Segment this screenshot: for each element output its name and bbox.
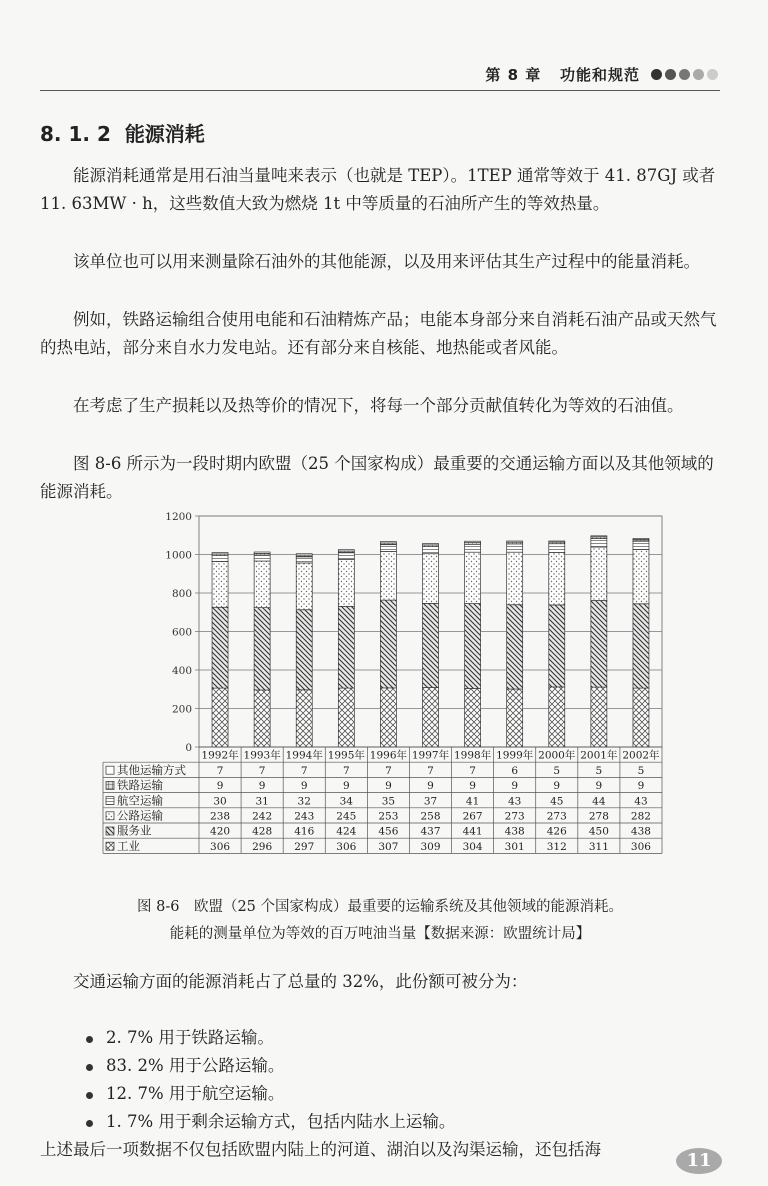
- data-label: 245: [336, 810, 357, 823]
- data-label: 31: [255, 795, 269, 808]
- bar-segment: [549, 605, 565, 687]
- bar-segment: [254, 552, 270, 553]
- data-label: 37: [423, 795, 438, 808]
- legend-label: 其他运输方式: [117, 762, 186, 777]
- data-label: 426: [546, 825, 567, 838]
- header-dot: [665, 69, 676, 80]
- bar-segment: [380, 551, 396, 600]
- header-dot: [693, 69, 704, 80]
- data-label: 312: [546, 840, 567, 853]
- data-label: 311: [588, 840, 609, 853]
- legend-label: 工业: [117, 838, 140, 853]
- data-label: 428: [252, 825, 273, 838]
- bar-segment: [591, 547, 607, 601]
- bar-segment: [465, 552, 481, 603]
- bar-segment: [507, 541, 523, 542]
- header-dot: [707, 69, 718, 80]
- data-label: 34: [339, 795, 354, 808]
- bar-segment: [633, 688, 649, 747]
- y-tick-label: 1200: [165, 511, 192, 523]
- legend-swatch: [106, 797, 114, 805]
- bar-segment: [507, 552, 523, 605]
- data-label: 301: [504, 840, 525, 853]
- data-label: 9: [427, 780, 434, 793]
- data-label: 282: [630, 810, 651, 823]
- data-label: 437: [420, 825, 441, 838]
- bar-segment: [591, 687, 607, 747]
- data-label: 253: [378, 810, 399, 823]
- bullet-item: 12. 7% 用于航空运输。: [86, 1080, 455, 1108]
- data-label: 43: [634, 795, 648, 808]
- legend-swatch: [106, 842, 114, 850]
- data-label: 267: [462, 810, 483, 823]
- data-label: 9: [216, 780, 224, 793]
- y-tick-label: 200: [171, 703, 192, 716]
- bar-segment: [254, 690, 270, 747]
- data-label: 45: [550, 795, 564, 808]
- data-label: 304: [462, 840, 483, 853]
- section-number: 8. 1. 2: [40, 122, 111, 146]
- x-category-label: 1993年: [243, 749, 281, 762]
- x-category-label: 1996年: [369, 749, 408, 762]
- bullet-item: 2. 7% 用于铁路运输。: [86, 1024, 455, 1052]
- legend-swatch: [106, 766, 114, 774]
- data-label: 438: [630, 825, 651, 838]
- data-label: 7: [385, 764, 392, 777]
- bar-segment: [338, 606, 354, 688]
- bar-segment: [296, 557, 312, 563]
- header-chapter: 第 8 章: [485, 66, 542, 84]
- bar-segment: [338, 550, 354, 551]
- bar-segment: [296, 554, 312, 555]
- legend-label: 公路运输: [117, 808, 163, 823]
- bar-segment: [423, 544, 439, 545]
- legend-swatch: [106, 781, 114, 789]
- bar-segment: [507, 544, 523, 552]
- data-label: 450: [588, 825, 609, 838]
- y-tick-label: 1000: [165, 549, 192, 562]
- header-dots: [651, 69, 718, 80]
- data-label: 5: [637, 764, 645, 777]
- data-label: 9: [595, 780, 603, 793]
- bar-segment: [380, 542, 396, 543]
- data-label: 43: [507, 795, 522, 808]
- bar-segment: [423, 547, 439, 554]
- paragraph: 该单位也可以用来测量除石油外的其他能源，以及用来评估其生产过程中的能量消耗。: [73, 252, 700, 271]
- data-label: 258: [420, 810, 441, 823]
- data-label: 441: [462, 825, 483, 838]
- bar-segment: [591, 539, 607, 547]
- x-category-label: 1997年: [411, 749, 450, 762]
- data-label: 9: [300, 780, 308, 793]
- bar-segment: [380, 600, 396, 688]
- bar-segment: [212, 688, 228, 747]
- bar-segment: [296, 690, 312, 747]
- x-category-label: 2000年: [538, 749, 576, 762]
- section-heading: [40, 118, 205, 147]
- bar-segment: [465, 544, 481, 552]
- x-category-label: 2002年: [622, 749, 660, 762]
- data-label: 309: [420, 840, 441, 853]
- data-label: 9: [511, 780, 519, 793]
- bar-segment: [633, 539, 649, 540]
- bar-segment: [549, 544, 565, 553]
- bar-segment: [633, 604, 649, 688]
- bar-segment: [549, 541, 565, 542]
- page-number: 11: [676, 1148, 722, 1174]
- legend-label: 铁路运输: [117, 778, 163, 793]
- energy-consumption-chart: [0, 500, 768, 885]
- x-category-label: 1998年: [453, 749, 492, 762]
- y-tick-label: 400: [171, 665, 192, 677]
- legend-label: 服务业: [117, 823, 152, 838]
- x-category-label: 1999年: [496, 749, 534, 762]
- data-label: 424: [336, 825, 357, 838]
- data-label: 9: [553, 780, 561, 793]
- paragraph-last-line: 上述最后一项数据不仅包括欧盟内陆上的河道、湖泊以及沟渠运输，还包括海: [40, 1140, 601, 1159]
- data-label: 5: [595, 764, 603, 777]
- data-label: 456: [378, 825, 399, 838]
- data-label: 238: [210, 810, 231, 823]
- bar-segment: [549, 687, 565, 747]
- bar-segment: [380, 545, 396, 552]
- header-dot: [651, 69, 662, 80]
- bar-segment: [212, 607, 228, 688]
- paragraph: 例如，铁路运输组合使用电能和石油精炼产品；电能本身部分来自消耗石油产品或天然气的热电站，部分来自水力发电站。还有部分来自核能、地热能或者风能。: [40, 310, 717, 357]
- header-title: 功能和规范: [559, 66, 640, 84]
- data-label: 7: [469, 764, 476, 777]
- legend-label: 航空运输: [117, 793, 163, 808]
- data-label: 306: [210, 840, 231, 853]
- data-label: 9: [342, 780, 350, 793]
- legend-swatch: [106, 812, 114, 820]
- bar-segment: [254, 608, 270, 690]
- data-label: 242: [252, 810, 273, 823]
- data-label: 7: [427, 764, 434, 777]
- bar-segment: [380, 688, 396, 747]
- data-label: 32: [297, 795, 311, 808]
- data-label: 7: [342, 764, 350, 777]
- bar-segment: [465, 541, 481, 542]
- bar-segment: [633, 549, 649, 603]
- data-label: 243: [294, 810, 315, 823]
- bar-segment: [549, 552, 565, 605]
- paragraph: 在考虑了生产损耗以及热等价的情况下，将每一个部分贡献值转化为等效的石油值。: [73, 396, 684, 415]
- data-label: 438: [504, 825, 525, 838]
- bar-segment: [212, 553, 228, 554]
- running-header: [40, 60, 720, 91]
- bar-segment: [338, 688, 354, 747]
- data-label: 307: [378, 840, 399, 853]
- bar-segment: [212, 556, 228, 562]
- paragraph: 图 8-6 所示为一段时期内欧盟（25 个国家构成）最重要的交通运输方面以及其他领域的能源消耗。: [40, 454, 714, 501]
- section-title: 能源消耗: [124, 122, 205, 146]
- data-label: 7: [300, 764, 308, 777]
- bar-segment: [338, 553, 354, 560]
- y-tick-label: 0: [185, 742, 192, 754]
- bar-segment: [423, 603, 439, 687]
- data-label: 416: [294, 825, 315, 838]
- paragraph: 能源消耗通常是用石油当量吨来表示（也就是 TEP）。1TEP 通常等效于 41. 87GJ 或者 11. 63MW · h，这些数值大致为燃烧 1t 中等质量的石油所产生的等效热量。: [40, 166, 716, 213]
- bar-segment: [423, 554, 439, 604]
- bar-segment: [254, 561, 270, 608]
- data-label: 30: [213, 795, 227, 808]
- bar-segment: [465, 604, 481, 689]
- data-label: 420: [210, 825, 231, 838]
- bar-segment: [591, 536, 607, 537]
- y-tick-label: 800: [171, 588, 192, 600]
- data-label: 273: [504, 810, 525, 823]
- data-label: 9: [469, 780, 476, 793]
- bar-segment: [591, 601, 607, 688]
- bar-segment: [212, 561, 228, 607]
- bar-segment: [423, 688, 439, 747]
- bar-segment: [507, 689, 523, 747]
- data-label: 296: [252, 840, 273, 853]
- figure-caption-line1: 图 8-6 欧盟（25 个国家构成）最重要的运输系统及其他领域的能源消耗。: [136, 899, 624, 915]
- bar-segment: [507, 605, 523, 689]
- data-label: 6: [511, 764, 519, 777]
- paragraph-after-chart: 交通运输方面的能源消耗占了总量的 32%，此份额可被分为：: [73, 972, 528, 991]
- legend-swatch: [106, 827, 114, 835]
- data-label: 297: [294, 840, 315, 853]
- bar-segment: [465, 688, 481, 747]
- data-label: 9: [637, 780, 645, 793]
- y-tick-label: 600: [171, 626, 192, 639]
- x-category-label: 1994年: [285, 749, 323, 762]
- x-category-label: 1995年: [327, 749, 365, 762]
- data-label: 7: [258, 764, 266, 777]
- data-label: 306: [630, 840, 651, 853]
- data-label: 306: [336, 840, 357, 853]
- header-dot: [679, 69, 690, 80]
- bullet-item: 1. 7% 用于剩余运输方式，包括内陆水上运输。: [86, 1108, 455, 1136]
- bar-segment: [296, 563, 312, 610]
- bar-segment: [633, 541, 649, 549]
- header-chapter-title: [485, 64, 640, 85]
- x-category-label: 2001年: [580, 749, 618, 762]
- bar-segment: [338, 559, 354, 606]
- bullet-list: [86, 1024, 455, 1136]
- data-label: 35: [381, 795, 396, 808]
- data-label: 41: [465, 795, 480, 808]
- data-label: 9: [258, 780, 266, 793]
- data-label: 9: [385, 780, 392, 793]
- data-label: 7: [216, 764, 224, 777]
- data-label: 273: [546, 810, 567, 823]
- bar-segment: [254, 555, 270, 561]
- x-category-label: 1992年: [201, 749, 239, 762]
- figure-caption-line2: 能耗的测量单位为等效的百万吨油当量【数据来源：欧盟统计局】: [169, 926, 591, 942]
- data-label: 5: [553, 764, 561, 777]
- data-label: 44: [592, 795, 606, 808]
- bullet-item: 83. 2% 用于公路运输。: [86, 1052, 455, 1080]
- bar-segment: [296, 610, 312, 690]
- data-label: 278: [588, 810, 609, 823]
